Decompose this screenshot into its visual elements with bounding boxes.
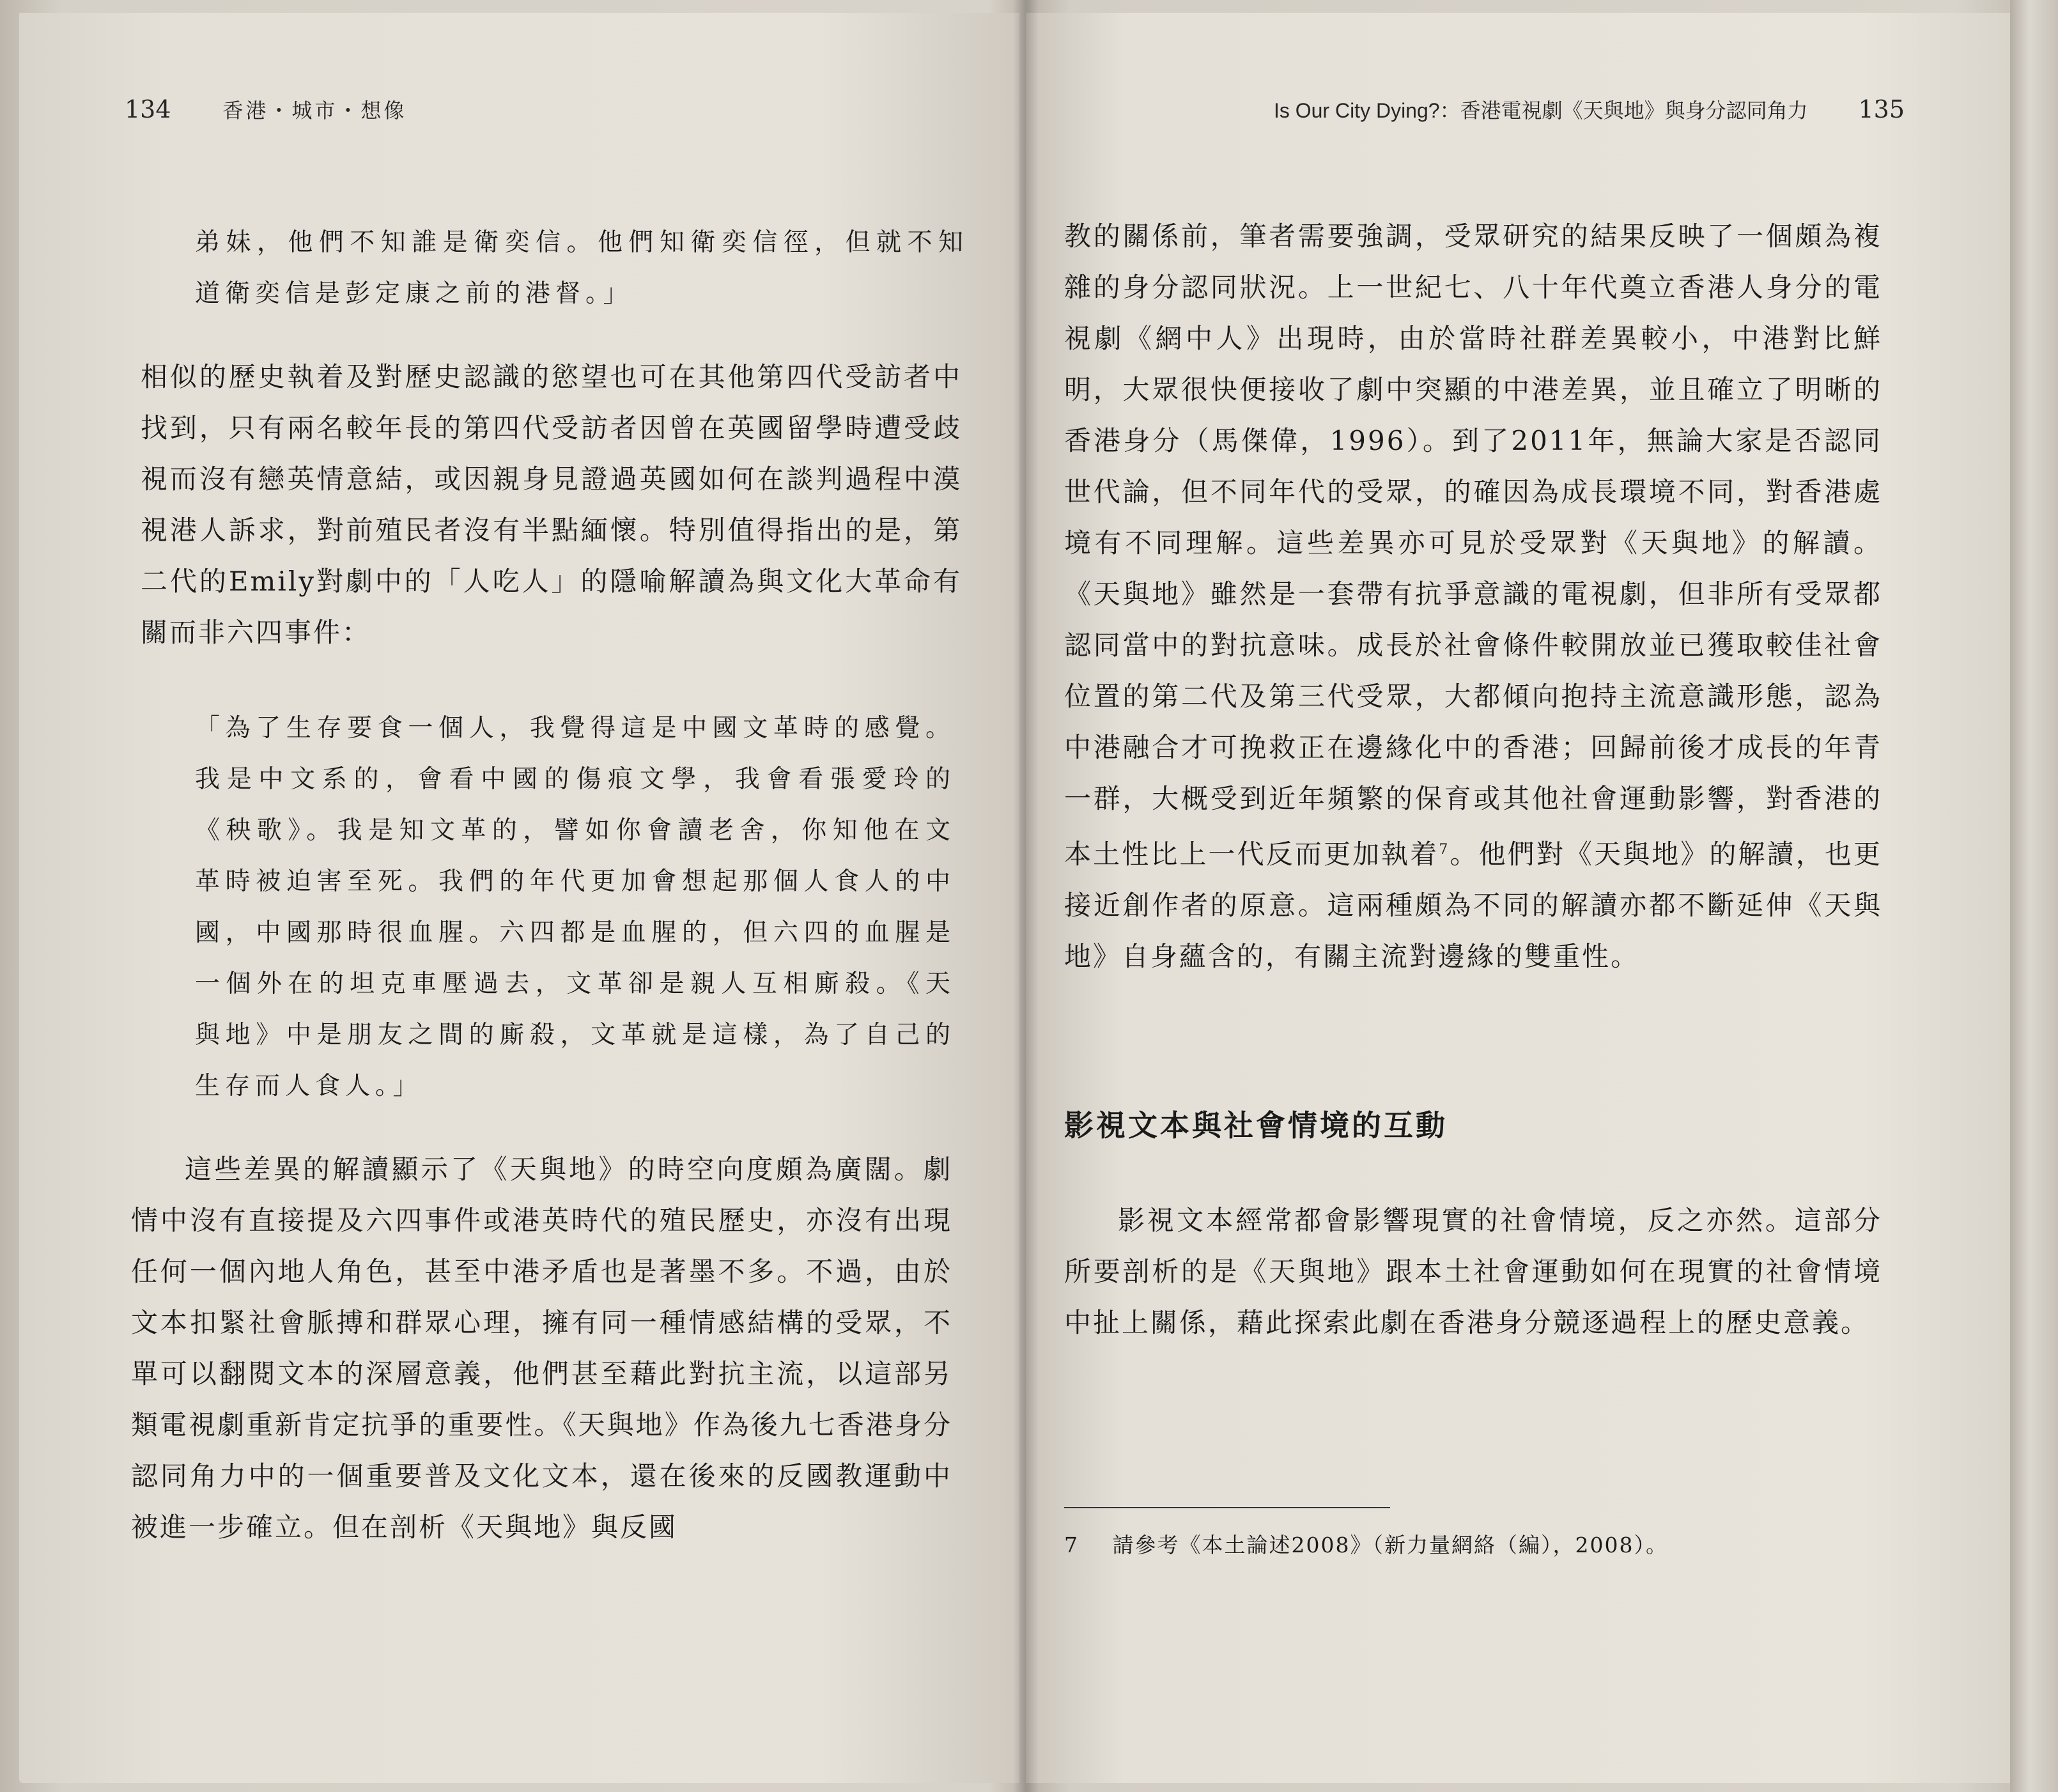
right-page-number: 135 <box>1858 95 1905 123</box>
footnote-marker: 7 <box>1439 842 1450 858</box>
footnote-divider <box>1064 1507 1390 1508</box>
footnote-text: 請參考《本土論述2008》（新力量網絡（編），2008）。 <box>1112 1533 1668 1557</box>
section-heading: 影視文本與社會情境的互動 <box>1064 1108 1448 1143</box>
footnote-number: 7 <box>1064 1533 1079 1557</box>
right-paragraph-1-part-a: 教的關係前，筆者需要強調，受眾研究的結果反映了一個頗為複雜的身分認同狀況。上一世紀七、八十年代奠立香港人身分的電視劇《網中人》出現時，由於當時社群差異較小，中港對比鮮明，大眾很快便接收了劇中突顯的中港差異，並且確立了明晰的香港身分（馬傑偉，1996）。到了2011年，無論大家是否認同世代論，但不同年代的受眾，的確因為成長環境不同，對香港處境有不同理解。這些差異亦可見於受眾對《天與地》的解讀。《天與地》雖然是一套帶有抗爭意識的電視劇，但非所有受眾都認同當中的對抗意味。成長於社會條件較開放並已獲取較佳社會位置的第二代及第三代受眾，大都傾向抱持主流意識形態，認為中港融合才可挽救正在邊緣化中的香港；回歸前後才成長的年青一群，大概受到近年頻繁的保育或其他社會運動影響，對香港的本土性比上一代反而更加執着 <box>1064 220 1882 870</box>
right-paragraph-1-part-b: 。他們對《天與地》的解讀，也更接近創作者的原意。這兩種頗為不同的解讀亦都不斷延伸《天與地》自身蘊含的，有關主流對邊緣的雙重性。 <box>1064 838 1882 972</box>
right-paragraph-2: 影視文本經常都會影響現實的社會情境，反之亦然。這部分所要剖析的是《天與地》跟本土社會運動如何在現實的社會情境中扯上關係，藉此探索此劇在香港身分競逐過程上的歷史意義。 <box>1064 1205 1882 1338</box>
left-page-number: 134 <box>125 95 171 123</box>
page-edges <box>2010 0 2058 1792</box>
left-running-head <box>125 95 406 124</box>
left-block-quote: 「為了生存要食一個人，我覺得這是中國文革時的感覺。我是中文系的，會看中國的傷痕文學，我會看張愛玲的《秧歌》。我是知文革的，譬如你會讀老舍，你知他在文革時被迫害至死。我們的年代更加會想起那個人食人的中國，中國那時很血腥。六四都是血腥的，但六四的血腥是一個外在的坦克車壓過去，文革卻是親人互相廝殺。《天與地》中是朋友之間的廝殺，文革就是這樣，為了自己的生存而人食人。」 <box>195 714 956 1101</box>
book-gutter <box>1013 0 1039 1792</box>
left-paragraph-1: 相似的歷史執着及對歷史認識的慾望也可在其他第四代受訪者中找到，只有兩名較年長的第四代受訪者因曾在英國留學時遭受歧視而沒有戀英情意結，或因親身見證過英國如何在談判過程中漠視港人訴求，對前殖民者沒有半點緬懷。特別值得指出的是，第二代的Emily對劇中的「人吃人」的隱喻解讀為與文化大革命有關而非六四事件： <box>141 361 962 648</box>
right-running-title: Is Our City Dying?：香港電視劇《天與地》與身分認同角力 <box>1273 99 1808 122</box>
right-running-head <box>1274 95 1905 124</box>
left-running-title: 香港・城市・想像 <box>222 98 407 123</box>
left-quote-continued: 弟妹，他們不知誰是衛奕信。他們知衛奕信徑，但就不知道衛奕信是彭定康之前的港督。」 <box>195 228 968 308</box>
left-paragraph-2: 這些差異的解讀顯示了《天與地》的時空向度頗為廣闊。劇情中沒有直接提及六四事件或港英時代的殖民歷史，亦沒有出現任何一個內地人角色，甚至中港矛盾也是著墨不多。不過，由於文本扣緊社會脈搏和群眾心理，擁有同一種情感結構的受眾，不單可以翻閱文本的深層意義，他們甚至藉此對抗主流，以這部另類電視劇重新肯定抗爭的重要性。《天與地》作為後九七香港身分認同角力中的一個重要普及文化文本，還在後來的反國教運動中被進一步確立。但在剖析《天與地》與反國 <box>131 1154 952 1543</box>
footnote <box>1064 1529 1668 1559</box>
right-paragraph-1 <box>1064 211 1882 982</box>
